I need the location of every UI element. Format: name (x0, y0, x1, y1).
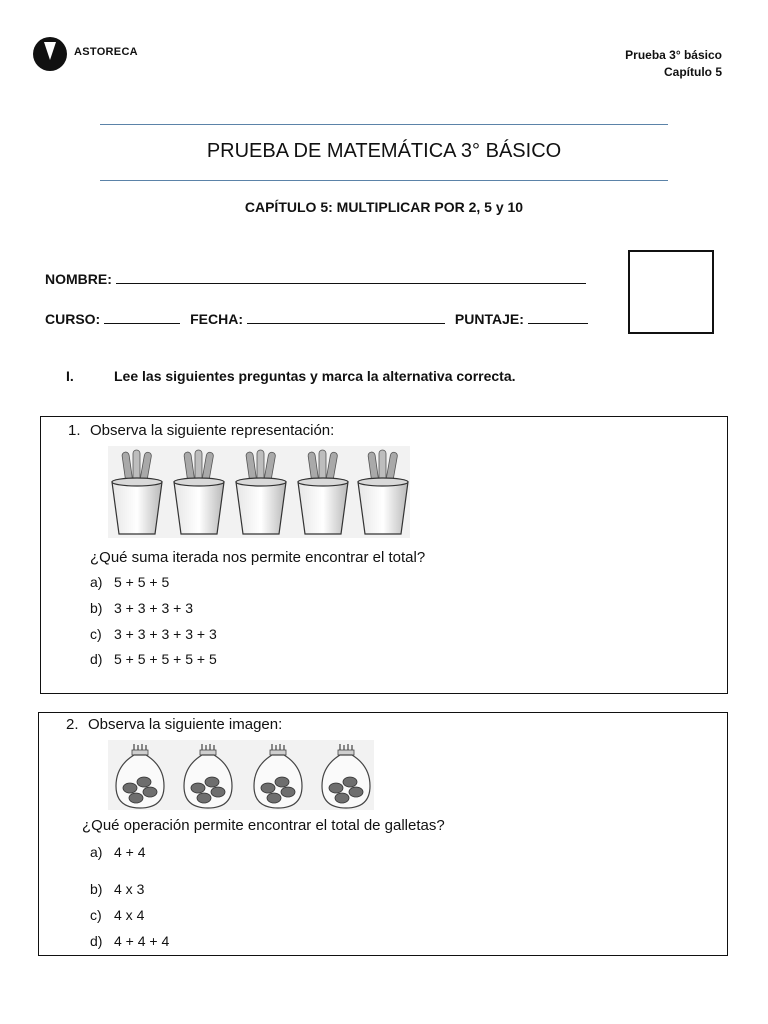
question-2-title (66, 716, 282, 733)
question-2-text: Observa la siguiente imagen: (88, 716, 283, 733)
question-1-text: Observa la siguiente representación: (90, 422, 335, 439)
page-subtitle: CAPÍTULO 5: MULTIPLICAR POR 2, 5 y 10 (244, 199, 524, 215)
score-box[interactable] (628, 250, 714, 334)
title-rule-top (100, 124, 668, 125)
puntaje-blank[interactable] (528, 310, 588, 324)
question-1-stem: ¿Qué suma iterada nos permite encontrar el total? (90, 549, 426, 566)
puntaje-label: PUNTAJE: (454, 311, 524, 327)
section-number: I. (66, 368, 74, 384)
question-1-number: 1. (68, 422, 81, 439)
nombre-row (45, 270, 586, 287)
question-1-option-c[interactable]: c) 3 + 3 + 3 + 3 + 3 (90, 626, 217, 642)
question-2-option-c[interactable]: c) 4 x 4 (90, 907, 145, 923)
buckets-with-sticks-image (108, 446, 410, 538)
question-2-stem: ¿Qué operación permite encontrar el total de galletas? (82, 817, 445, 834)
question-1-option-d[interactable]: d) 5 + 5 + 5 + 5 + 5 (90, 651, 217, 667)
curso-blank[interactable] (104, 310, 180, 324)
title-rule-bottom (100, 180, 668, 181)
header-test-level: Prueba 3° básico (625, 48, 722, 62)
fecha-label: FECHA: (190, 311, 244, 327)
question-1-option-a[interactable]: a) 5 + 5 + 5 (90, 574, 170, 590)
curso-fecha-puntaje-row (45, 310, 588, 327)
nombre-label: NOMBRE: (45, 271, 112, 287)
section-instruction: Lee las siguientes preguntas y marca la alternativa correcta. (114, 368, 516, 384)
page-title: PRUEBA DE MATEMÁTICA 3° BÁSICO (206, 140, 562, 162)
section-heading (66, 368, 516, 384)
brand-name: ASTORECA (74, 46, 138, 58)
question-1-option-b[interactable]: b) 3 + 3 + 3 + 3 (90, 600, 194, 616)
question-2-option-d[interactable]: d) 4 + 4 + 4 (90, 933, 170, 949)
curso-label: CURSO: (45, 311, 101, 327)
nombre-blank[interactable] (116, 270, 586, 284)
question-1-title (68, 422, 334, 439)
fecha-blank[interactable] (247, 310, 445, 324)
cookie-bags-image (108, 740, 374, 810)
question-2-option-b[interactable]: b) 4 x 3 (90, 881, 145, 897)
astoreca-logo-icon (32, 36, 68, 72)
question-2-number: 2. (66, 716, 79, 733)
header-info (625, 47, 722, 81)
question-2-option-a[interactable]: a) 4 + 4 (90, 844, 146, 860)
header-chapter: Capítulo 5 (663, 65, 722, 79)
